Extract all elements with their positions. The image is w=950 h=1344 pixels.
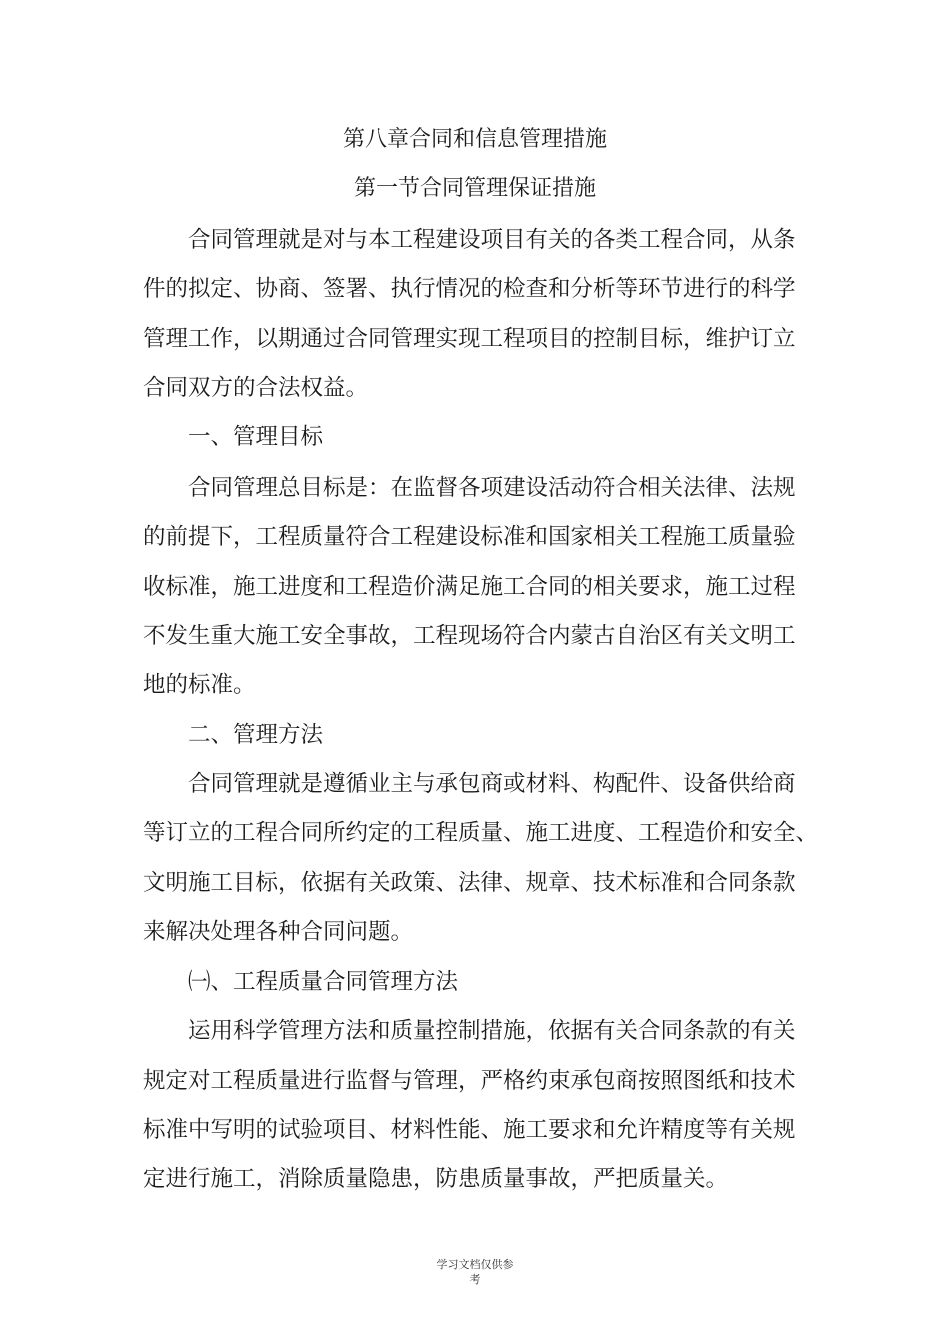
paragraph-line: 来解决处理各种合同问题。	[143, 919, 414, 945]
paragraph-line: 合同双方的合法权益。	[143, 375, 369, 401]
section-title: 第一节合同管理保证措施	[353, 176, 596, 201]
section-heading: 二、管理方法	[188, 722, 324, 748]
paragraph-line: 规定对工程质量进行监督与管理，严格约束承包商按照图纸和技术	[143, 1068, 796, 1094]
paragraph-line: 运用科学管理方法和质量控制措施，依据有关合同条款的有关	[188, 1018, 796, 1044]
footer-note: 考	[469, 1273, 481, 1286]
paragraph-line: 件的拟定、协商、签署、执行情况的检查和分析等环节进行的科学	[143, 276, 796, 302]
paragraph-line: 合同管理就是遵循业主与承包商或材料、构配件、设备供给商	[188, 771, 796, 797]
paragraph-line: 地的标准。	[143, 672, 256, 698]
paragraph-line: 定进行施工，消除质量隐患，防患质量事故，严把质量关。	[143, 1166, 729, 1192]
paragraph-line: 等订立的工程合同所约定的工程质量、施工进度、工程造价和安全、	[143, 820, 819, 846]
paragraph-line: 管理工作，以期通过合同管理实现工程项目的控制目标，维护订立	[143, 326, 796, 352]
subsection-heading: ㈠、工程质量合同管理方法	[188, 969, 459, 995]
paragraph-line: 合同管理总目标是：在监督各项建设活动符合相关法律、法规	[188, 475, 796, 501]
paragraph-line: 标准中写明的试验项目、材料性能、施工要求和允许精度等有关规	[143, 1117, 796, 1143]
section-heading: 一、管理目标	[188, 424, 324, 450]
chapter-title: 第八章合同和信息管理措施	[342, 127, 607, 152]
paragraph-line: 合同管理就是对与本工程建设项目有关的各类工程合同，从条	[188, 227, 796, 253]
paragraph-line: 文明施工目标，依据有关政策、法律、规章、技术标准和合同条款	[143, 870, 796, 896]
paragraph-line: 收标准，施工进度和工程造价满足施工合同的相关要求，施工过程	[143, 574, 796, 600]
footer-note: 学习文档仅供参	[436, 1258, 514, 1271]
paragraph-line: 不发生重大施工安全事故，工程现场符合内蒙古自治区有关文明工	[143, 623, 796, 649]
paragraph-line: 的前提下，工程质量符合工程建设标准和国家相关工程施工质量验	[143, 524, 796, 550]
